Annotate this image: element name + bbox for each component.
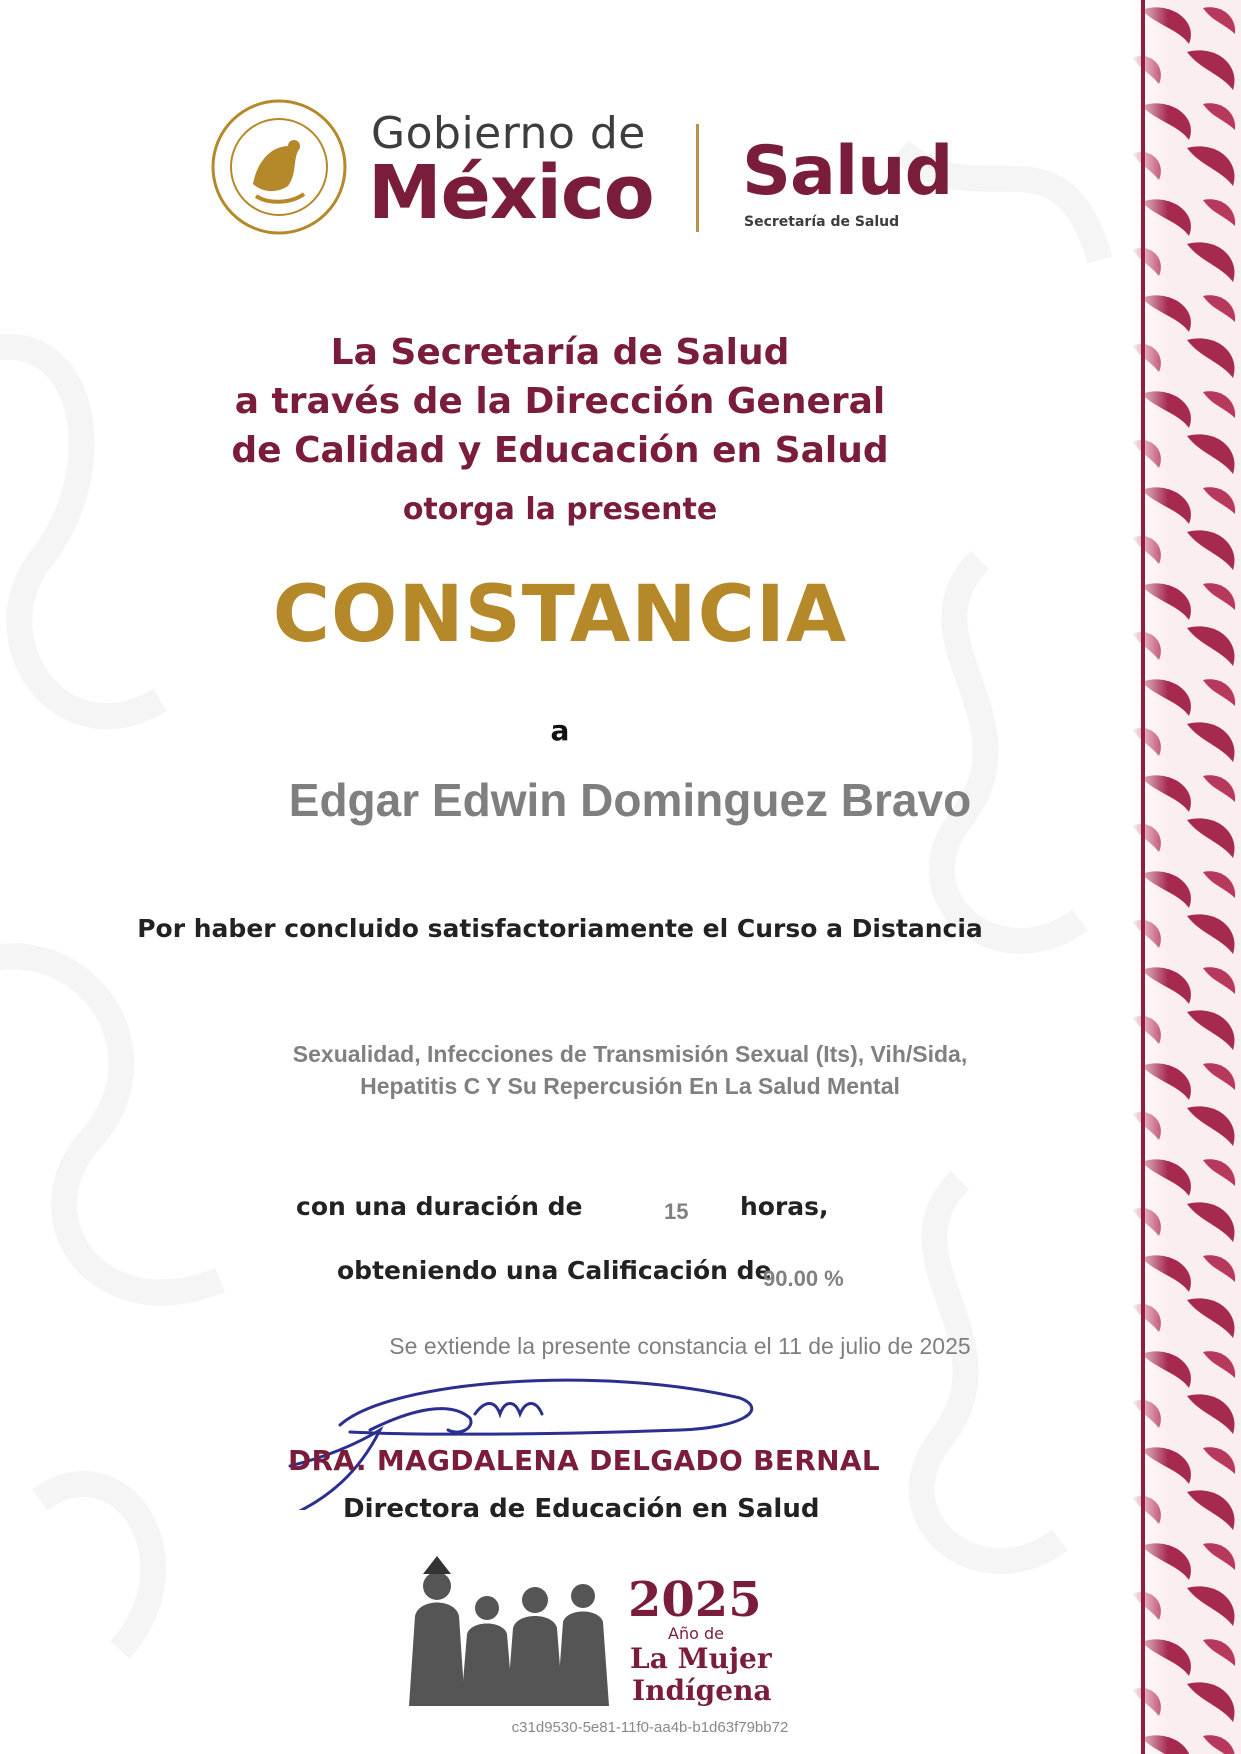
recipient-name: Edgar Edwin Dominguez Bravo (288, 774, 972, 826)
duration-value: 15 (664, 1199, 689, 1224)
coat-of-arms-seal (208, 96, 350, 238)
course-name-line-2: Hepatitis C Y Su Repercusión En La Salud Mental (360, 1073, 900, 1099)
duration-unit: horas, (740, 1192, 829, 1221)
handwritten-signature (270, 1370, 770, 1510)
preposition-a: a (550, 714, 570, 747)
otorga-text: otorga la presente (402, 492, 718, 527)
issue-date-text: Se extiende la presente constancia el 11 de julio de 2025 (389, 1333, 971, 1359)
gobierno-line2: México (368, 150, 654, 236)
header-divider (696, 124, 699, 232)
duration-label: con una duración de (296, 1192, 583, 1221)
reason-text: Por haber concluido satisfactoriamente el Curso a Distancia (137, 914, 983, 943)
grade-value: 90.00 % (763, 1266, 844, 1291)
salud-logo-subtitle: Secretaría de Salud (744, 214, 900, 230)
salud-logo-word: Salud (742, 132, 953, 211)
signer-role: Directora de Educación en Salud (343, 1494, 820, 1524)
year-badge-ano: Año de (668, 1624, 724, 1643)
issuer-line-3: de Calidad y Educación en Salud (231, 430, 889, 471)
grade-label: obteniendo una Calificación de (337, 1256, 772, 1285)
issuer-line-2: a través de la Dirección General (234, 381, 886, 422)
year-badge-line2: Indígena (632, 1674, 772, 1707)
folio-code: c31d9530-5e81-11f0-aa4b-b1d63f79bb72 (511, 1719, 789, 1736)
year-badge-year: 2025 (628, 1572, 762, 1628)
decorative-border (1129, 0, 1241, 1754)
year-badge-line1: La Mujer (630, 1642, 772, 1675)
gobierno-line1: Gobierno de (371, 108, 646, 159)
indigenous-women-illustration (405, 1556, 620, 1706)
certificate-title: CONSTANCIA (272, 570, 848, 660)
course-name-line-1: Sexualidad, Infecciones de Transmisión Sexual (Its), Vih/Sida, (292, 1041, 968, 1067)
issuer-line-1: La Secretaría de Salud (330, 332, 790, 373)
signer-name: DRA. MAGDALENA DELGADO BERNAL (288, 1444, 880, 1477)
